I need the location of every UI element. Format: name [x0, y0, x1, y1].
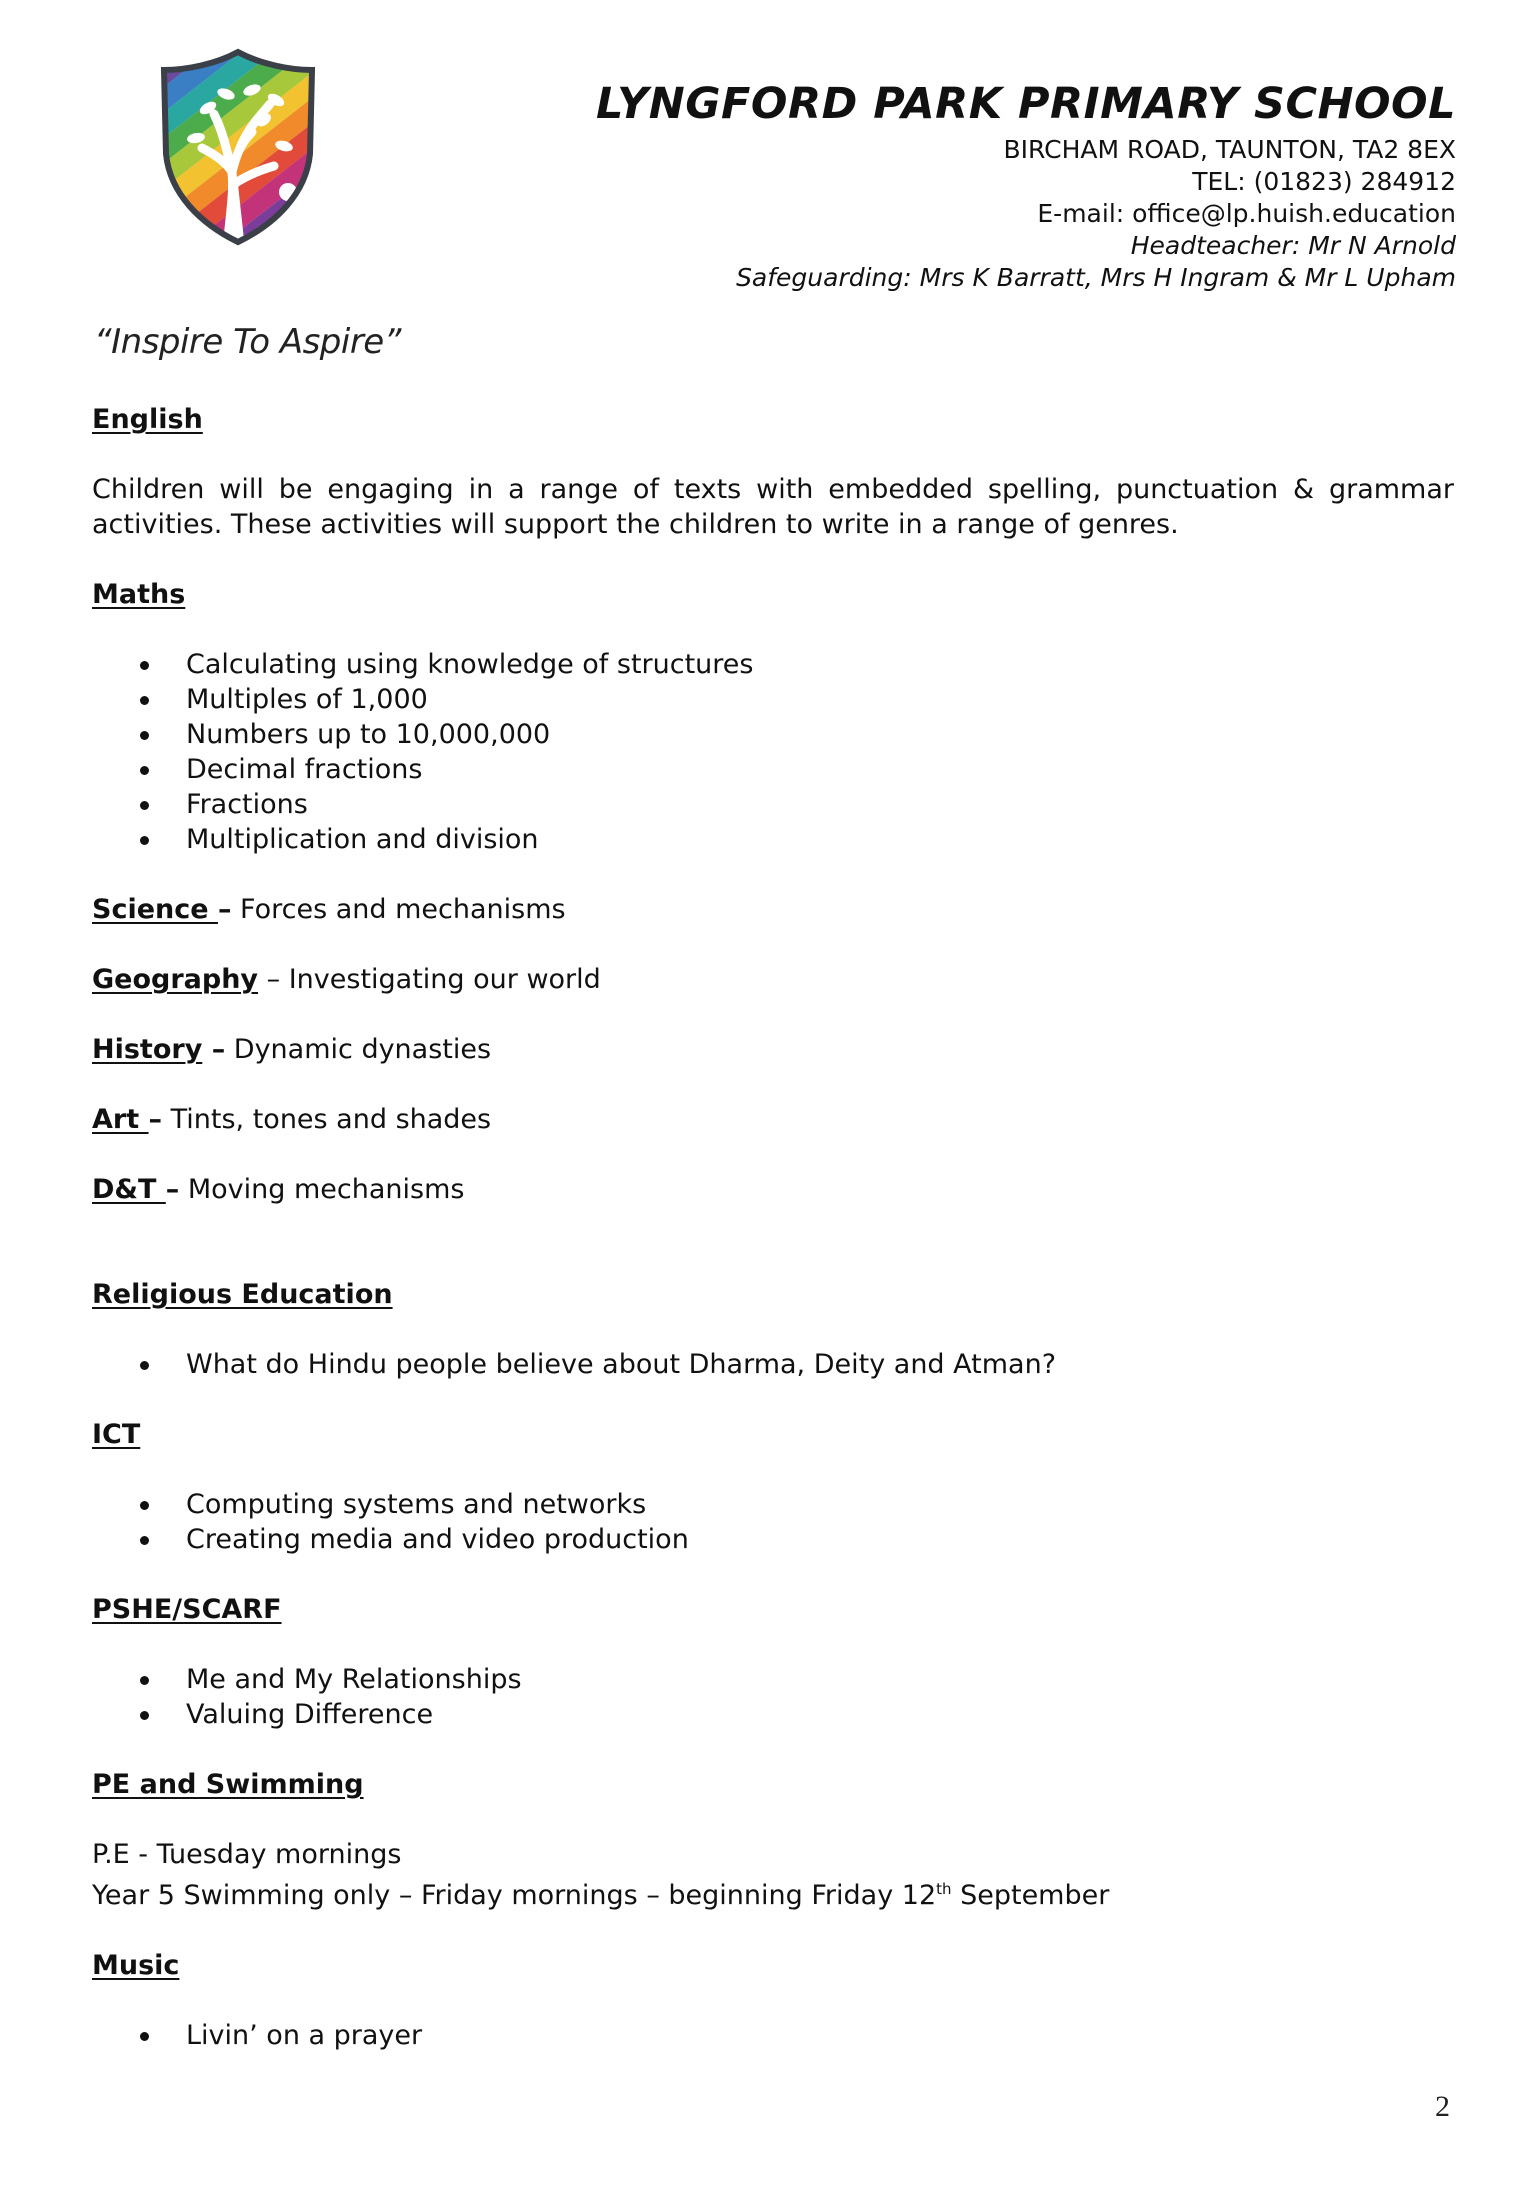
curriculum-content: [92, 402, 1454, 2053]
pshe-heading: PSHE/SCARF: [92, 1594, 282, 1625]
school-address: BIRCHAM ROAD, TAUNTON, TA2 8EX: [1003, 135, 1456, 164]
swimming-schedule-text: Year 5 Swimming only – Friday mornings – beginning Friday 12: [92, 1880, 937, 1911]
art-dash: –: [148, 1104, 163, 1135]
ordinal-suffix: th: [936, 1880, 952, 1898]
dt-topic: Moving mechanisms: [179, 1174, 465, 1205]
list-item: Creating media and video production: [92, 1522, 1454, 1557]
art-topic: Tints, tones and shades: [162, 1104, 492, 1135]
art-heading: Art: [92, 1104, 149, 1135]
school-crest-tree-icon: [156, 44, 320, 250]
ict-section: [92, 1417, 1454, 1557]
list-item: Numbers up to 10,000,000: [92, 717, 1454, 752]
re-list: [92, 1347, 1454, 1382]
school-email: E-mail: office@lp.huish.education: [1037, 199, 1456, 228]
pe-heading: PE and Swimming: [92, 1769, 364, 1800]
list-item: Calculating using knowledge of structures: [92, 647, 1454, 682]
music-heading: Music: [92, 1950, 180, 1981]
science-heading: Science: [92, 894, 218, 925]
list-item: Multiplication and division: [92, 822, 1454, 857]
list-item: Fractions: [92, 787, 1454, 822]
list-item: Me and My Relationships: [92, 1662, 1454, 1697]
school-header: [556, 74, 1456, 294]
list-item: Decimal fractions: [92, 752, 1454, 787]
re-heading: Religious Education: [92, 1279, 393, 1310]
list-item: Multiples of 1,000: [92, 682, 1454, 717]
science-line: [92, 892, 1454, 927]
pshe-section: [92, 1592, 1454, 1732]
ict-heading: ICT: [92, 1419, 141, 1450]
english-heading: English: [92, 404, 203, 435]
school-name: LYNGFORD PARK PRIMARY SCHOOL: [595, 79, 1456, 129]
music-section: [92, 1948, 1454, 2053]
dt-dash: –: [165, 1174, 180, 1205]
re-section: [92, 1277, 1454, 1382]
dt-heading: D&T: [92, 1174, 166, 1205]
list-item: What do Hindu people believe about Dharma, Deity and Atman?: [92, 1347, 1454, 1382]
pe-schedule: P.E - Tuesday mornings: [92, 1839, 402, 1870]
pshe-list: [92, 1662, 1454, 1732]
science-dash: –: [217, 894, 232, 925]
pe-section: [92, 1767, 1454, 1913]
page-number: 2: [1435, 2090, 1450, 2123]
history-heading: History: [92, 1034, 203, 1065]
english-section: [92, 402, 1454, 542]
dt-line: [92, 1172, 1454, 1207]
geography-topic: – Investigating our world: [258, 964, 601, 995]
art-line: [92, 1102, 1454, 1137]
ict-list: [92, 1487, 1454, 1557]
english-text: Children will be engaging in a range of texts with embedded spelling, punctuation & grammar activities. These activities will support the children to write in a range of genres.: [92, 474, 1454, 540]
history-dash: –: [202, 1034, 226, 1065]
geography-heading: Geography: [92, 964, 259, 995]
geography-line: [92, 962, 1454, 997]
maths-heading: Maths: [92, 579, 186, 610]
maths-list: [92, 647, 1454, 857]
swimming-schedule: [92, 1878, 1454, 1913]
school-telephone: TEL: (01823) 284912: [1192, 167, 1456, 196]
school-motto: “Inspire To Aspire”: [94, 322, 401, 362]
list-item: Computing systems and networks: [92, 1487, 1454, 1522]
science-topic: Forces and mechanisms: [231, 894, 566, 925]
swimming-schedule-month: September: [951, 1880, 1110, 1911]
history-topic: Dynamic dynasties: [225, 1034, 492, 1065]
list-item: Valuing Difference: [92, 1697, 1454, 1732]
safeguarding-leads: Safeguarding: Mrs K Barratt, Mrs H Ingram & Mr L Upham: [736, 263, 1456, 292]
history-line: [92, 1032, 1454, 1067]
headteacher: Headteacher: Mr N Arnold: [1130, 231, 1456, 260]
maths-section: [92, 577, 1454, 857]
music-list: [92, 2018, 1454, 2053]
list-item: Livin’ on a prayer: [92, 2018, 1454, 2053]
